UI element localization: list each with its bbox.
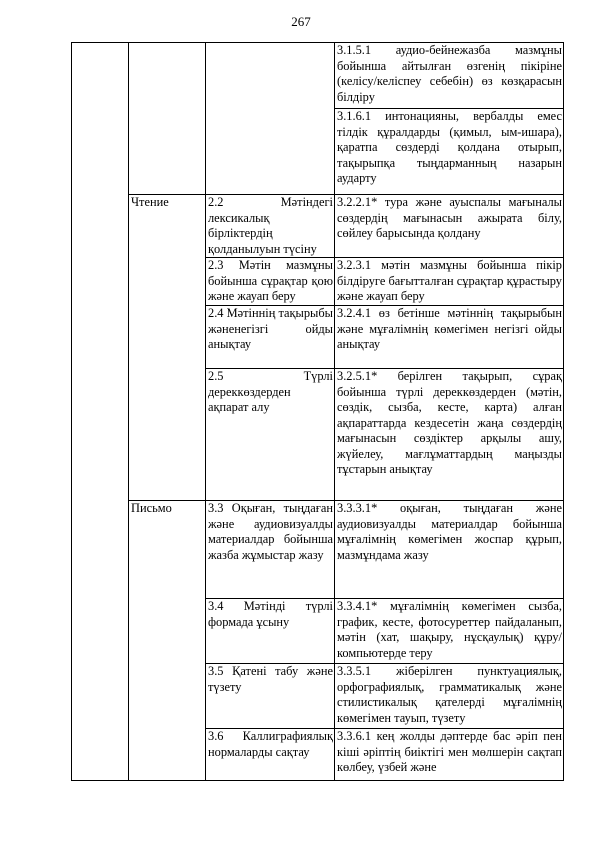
objective-cell: 2.3 Мәтін мазмұны бойынша сұрақтар қою және жауап беру bbox=[206, 258, 335, 306]
objective-cell: 3.4 Мәтінді түрлі формада ұсыну bbox=[206, 599, 335, 664]
objective-cell: 3.3 Оқыған, тыңдаған және аудиовизуалды материалдар бойынша жазба жұмыстар жазу bbox=[206, 501, 335, 599]
outcome-cell: 3.2.4.1 өз бетінше мәтіннің тақырыбын және мұғалімнің көмегімен негізгі ойды анықтау bbox=[335, 306, 564, 369]
section-cell-reading: Чтение bbox=[129, 195, 206, 501]
section-cell bbox=[129, 43, 206, 195]
objective-cell: 3.6 Каллиграфиялық нормаларды сақтау bbox=[206, 729, 335, 781]
table-row bbox=[72, 195, 564, 258]
table-row bbox=[72, 501, 564, 599]
objective-cell: 2.4 Мәтіннің тақырыбы жәненегізгі ойды анықтау bbox=[206, 306, 335, 369]
section-cell-writing: Письмо bbox=[129, 501, 206, 781]
outcome-cell: 3.2.3.1 мәтін мазмұны бойынша пікір білдіруге бағытталған сұрақтар құрастыру және жауап беру bbox=[335, 258, 564, 306]
page-number: 267 bbox=[291, 14, 311, 29]
blank-first-column-cell bbox=[72, 43, 129, 781]
outcome-cell: 3.2.2.1* тура және ауыспалы мағыналы сөздердің мағынасын ажырата білу, сөйлеу барысында қолдану bbox=[335, 195, 564, 258]
outcome-cell: 3.2.5.1* берілген тақырып, сұрақ бойынша түрлі дереккөздерден (мәтін, сөздік, сызба, кесте, карта) алған ақпараттарда кездесетін жаңа сөздердің мағынасын сөздіктер арқылы ашу, жүйелеу, мағлұматтардың маңызды тұстарын анықтау bbox=[335, 369, 564, 501]
objective-cell: 2.5 Түрлі дереккөздерден ақпарат алу bbox=[206, 369, 335, 501]
objective-cell: 2.2 Мәтіндегі лексикалық бірліктердің қолданылуын түсіну bbox=[206, 195, 335, 258]
outcome-cell: 3.3.6.1 кең жолды дәптерде бас әріп пен кіші әріптің биіктігі мен мөлшерін сақтап көлбеу, үзбей және bbox=[335, 729, 564, 781]
outcome-cell: 3.3.3.1* оқыған, тыңдаған және аудиовизуалды материалдар бойынша мұғалімнің көмегімен жоспар құрып, мазмұндама жазу bbox=[335, 501, 564, 599]
outcome-cell: 3.1.5.1 аудио-бейнежазба мазмұны бойынша айтылған өзгенің пікіріне (келісу/келіспеу себебін) өз көзқарасын білдіру bbox=[335, 43, 564, 109]
curriculum-table bbox=[71, 42, 564, 781]
outcome-cell: 3.3.5.1 жіберілген пунктуациялық, орфографиялық, грамматикалық және стилистикалық қателерді мұғалімнің көмегімен тауып, түзету bbox=[335, 664, 564, 729]
objective-cell: 3.5 Қатені табу және түзету bbox=[206, 664, 335, 729]
outcome-cell: 3.3.4.1* мұғалімнің көмегімен сызба, график, кесте, фотосуреттер пайдаланып, мәтін (хат, шақыру, нұсқаулық) құру/компьютерде теру bbox=[335, 599, 564, 664]
objective-cell bbox=[206, 43, 335, 195]
outcome-cell: 3.1.6.1 интонацияны, вербалды емес тілдік құралдарды (қимыл, ым-ишара), қаратпа сөздерді қолдана отырып, тақырыпқа тыңдарманның назарын аударту bbox=[335, 109, 564, 195]
table-row bbox=[72, 43, 564, 109]
